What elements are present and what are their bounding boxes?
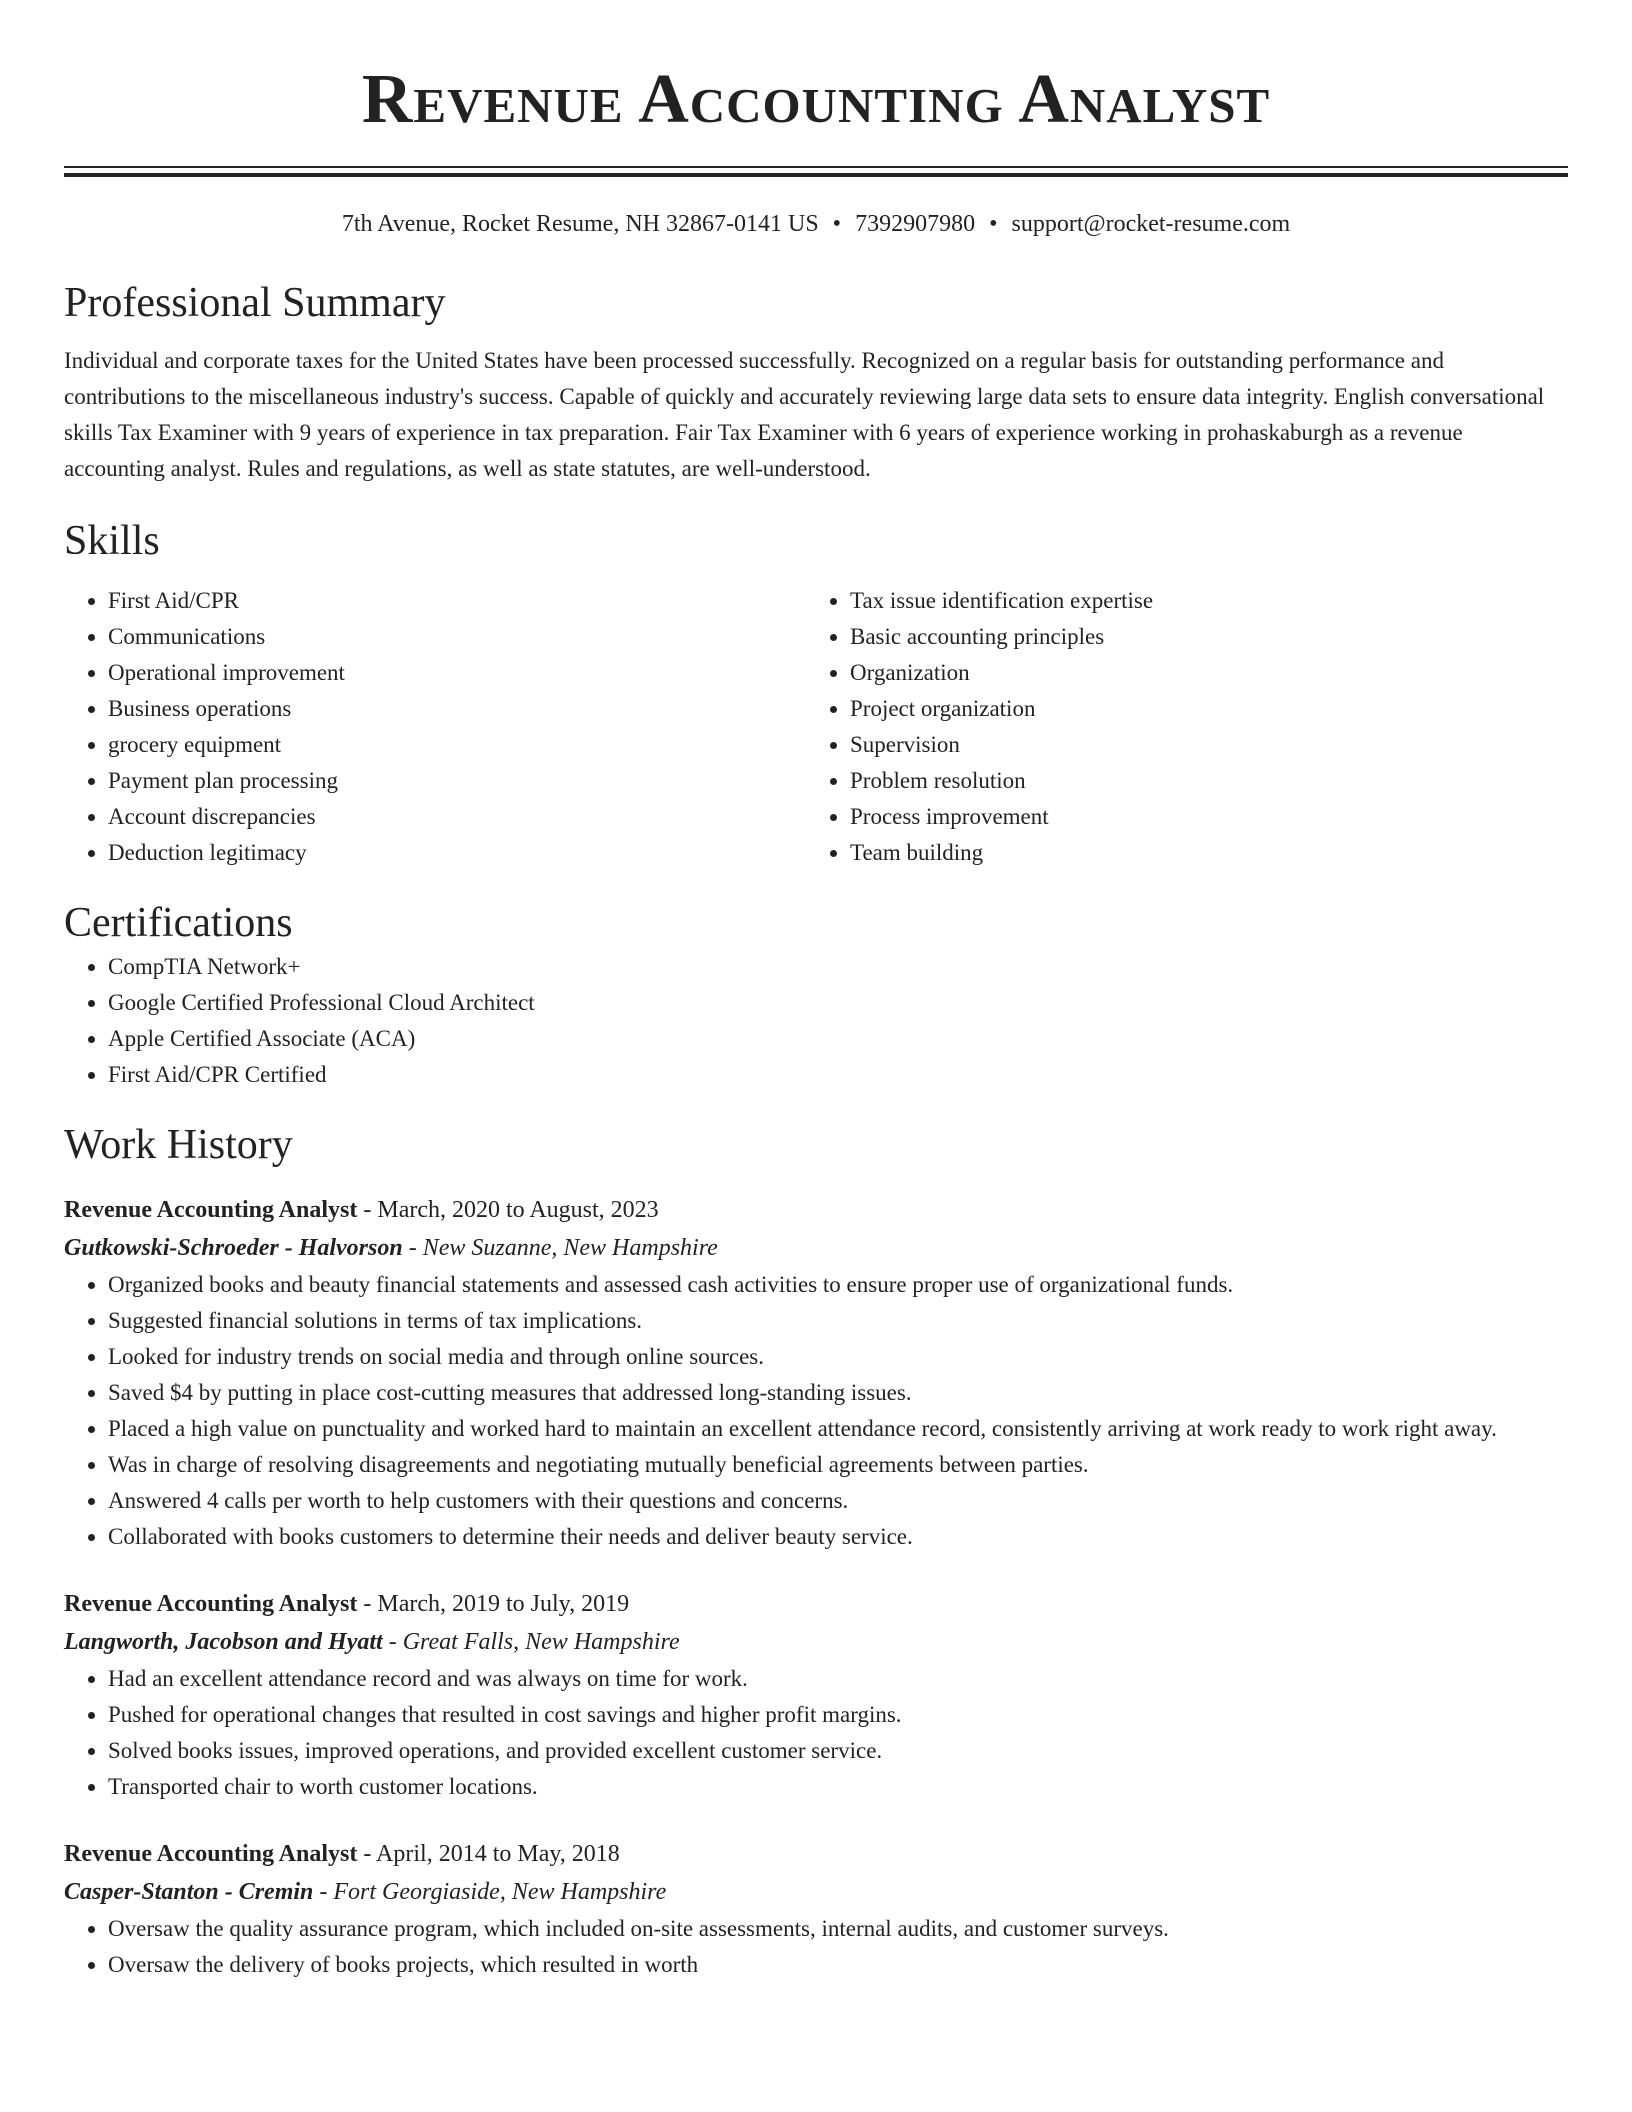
certifications-list [64,949,1568,1093]
job-location: - New Suzanne, New Hampshire [402,1235,718,1261]
job-role: Revenue Accounting Analyst [64,1591,358,1617]
work-history-heading: Work History [64,1122,293,1168]
certification-item: • Google Certified Professional Cloud Architect [108,985,1568,1021]
certification-item: • CompTIA Network+ [108,949,1568,985]
summary-text: Individual and corporate taxes for the United States have been processed successfully. Recognized on a regular basis for outstanding performance and contributions to the miscellaneous industry's success. Capable of quickly and accurately reviewing large data sets to ensure data integrity. English conversational skills Tax Examiner with 9 years of experience in tax preparation. Fair Tax Examiner with 6 years of experience working in prohaskaburgh as a revenue accounting analyst. Rules and regulations, as well as state statutes, are well-understood. [64,348,1545,481]
job-bullet: • Pushed for operational changes that resulted in cost savings and higher profit margins. [108,1697,1568,1733]
job-entry [64,1191,1568,1555]
job-dates: - March, 2019 to July, 2019 [357,1591,630,1617]
job-bullet: • Suggested financial solutions in terms of tax implications. [108,1303,1568,1339]
job-bullet: • Oversaw the delivery of books projects, which resulted in worth [108,1947,1568,1983]
contact-phone: 7392907980 [855,211,976,237]
job-bullets [64,1267,1568,1555]
contact-line [64,209,1568,239]
job-bullet: • Had an excellent attendance record and was always on time for work. [108,1661,1568,1697]
job-dates: - March, 2020 to August, 2023 [357,1197,659,1223]
job-bullet: • Solved books issues, improved operations, and provided excellent customer service. [108,1733,1568,1769]
job-company: Gutkowski-Schroeder - Halvorson [64,1235,403,1261]
job-bullet: • Saved $4 by putting in place cost-cutting measures that addressed long-standing issues. [108,1375,1568,1411]
skill-item: • Tax issue identification expertise [850,583,1548,619]
job-company-line [64,1873,1568,1911]
contact-address: 7th Avenue, Rocket Resume, NH 32867-0141 US [341,211,819,237]
skill-item: • Process improvement [850,799,1548,835]
job-entry [64,1835,1568,1983]
skill-item: • grocery equipment [108,727,806,763]
skill-item: • Team building [850,835,1548,871]
skill-item: • Project organization [850,691,1548,727]
job-location: - Fort Georgiaside, New Hampshire [313,1879,667,1905]
job-role: Revenue Accounting Analyst [64,1197,358,1223]
skills-heading: Skills [64,518,160,564]
job-company: Casper-Stanton - Cremin [64,1879,314,1905]
job-role: Revenue Accounting Analyst [64,1841,358,1867]
resume-page [64,0,1568,1983]
job-bullet: • Collaborated with books customers to determine their needs and deliver beauty service. [108,1519,1568,1555]
job-bullets [64,1911,1568,1983]
summary-heading: Professional Summary [64,280,446,326]
skill-item: • First Aid/CPR [108,583,806,619]
skills-list-right [806,583,1548,871]
job-bullet: • Oversaw the quality assurance program, which included on-site assessments, internal audits, and customer surveys. [108,1911,1568,1947]
job-bullets [64,1661,1568,1805]
skill-item: • Operational improvement [108,655,806,691]
certifications-heading: Certifications [64,900,293,946]
skill-item: • Supervision [850,727,1548,763]
job-title-line [64,1835,1568,1873]
job-bullet: • Placed a high value on punctuality and worked hard to maintain an excellent attendance record, consistently arriving at work ready to work right away. [108,1411,1568,1447]
skill-item: • Account discrepancies [108,799,806,835]
job-bullet: • Answered 4 calls per worth to help customers with their questions and concerns. [108,1483,1568,1519]
skill-item: • Organization [850,655,1548,691]
resume-title: Revenue Accounting Analyst [361,61,1271,138]
skill-item: • Business operations [108,691,806,727]
job-company: Langworth, Jacobson and Hyatt [64,1629,383,1655]
job-entry [64,1585,1568,1805]
job-title-line [64,1191,1568,1229]
contact-separator: • [832,211,842,237]
title-divider [64,166,1568,177]
skill-item: • Deduction legitimacy [108,835,806,871]
job-location: - Great Falls, New Hampshire [382,1629,680,1655]
contact-separator: • [989,211,998,237]
skills-columns [64,583,1568,871]
certification-item: • First Aid/CPR Certified [108,1057,1568,1093]
job-company-line [64,1229,1568,1267]
skills-column-right [806,583,1548,871]
skills-list-left [64,583,806,871]
certification-item: • Apple Certified Associate (ACA) [108,1021,1568,1057]
job-dates: - April, 2014 to May, 2018 [357,1841,620,1867]
job-title-line [64,1585,1568,1623]
skill-item: • Problem resolution [850,763,1548,799]
skill-item: • Communications [108,619,806,655]
skill-item: • Payment plan processing [108,763,806,799]
job-bullet: • Transported chair to worth customer locations. [108,1769,1568,1805]
skill-item: • Basic accounting principles [850,619,1548,655]
job-bullet: • Was in charge of resolving disagreements and negotiating mutually beneficial agreements between parties. [108,1447,1568,1483]
contact-email: support@rocket-resume.com [1011,211,1291,237]
job-company-line [64,1623,1568,1661]
skills-column-left [64,583,806,871]
job-bullet: • Looked for industry trends on social media and through online sources. [108,1339,1568,1375]
job-bullet: • Organized books and beauty financial statements and assessed cash activities to ensure proper use of organizational funds. [108,1267,1568,1303]
